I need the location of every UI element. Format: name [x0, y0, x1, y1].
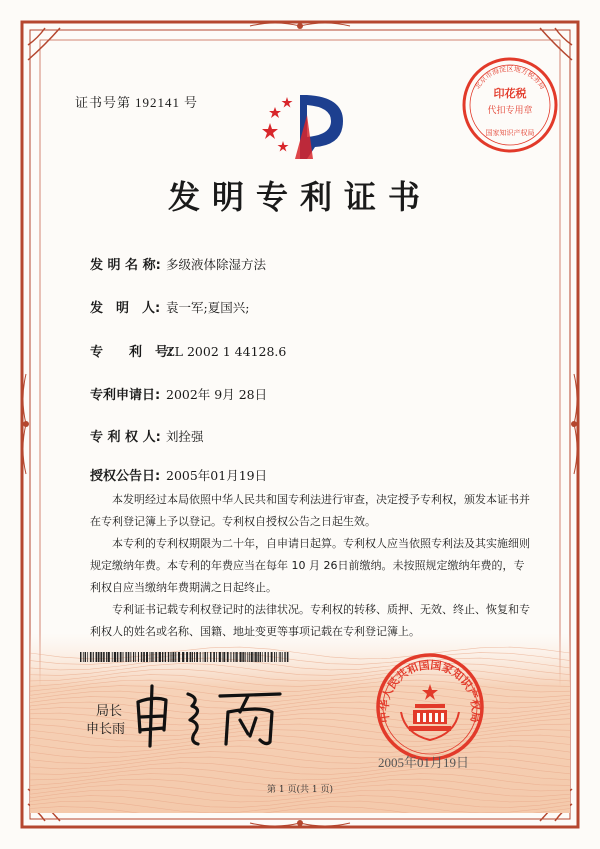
- body-paragraph: 本专利的专利权期限为二十年，自申请日起算。专利权人应当依照专利法及其实施细则规定缴纳年费。本专利的年费应当在每年 10 月 26日前缴纳。未按照规定缴纳年费的，专利权自应当缴纳年费期满之日起终止。: [90, 537, 530, 594]
- cnipa-seal: [375, 652, 485, 762]
- handwritten-signature: [130, 672, 290, 752]
- field-label: 发 明 人:: [90, 301, 161, 316]
- svg-text:北京市海淀区地方税务局: 北京市海淀区地方税务局: [473, 65, 547, 91]
- tax-seal: [460, 55, 560, 155]
- field-label: 专利申请日:: [90, 388, 161, 403]
- field-value: 刘拴强: [166, 429, 204, 444]
- certificate-number-prefix: 证书号第: [75, 96, 132, 111]
- seal-date: 2005年01月19日: [378, 755, 470, 770]
- field-grant-date: [90, 465, 267, 484]
- field-value: 袁一军;夏国兴;: [166, 300, 250, 315]
- certificate-number: [75, 92, 198, 111]
- field-value: 2005年01月19日: [166, 468, 268, 483]
- field-inventors: [90, 297, 249, 316]
- cnipa-logo-icon: [255, 85, 355, 165]
- field-label: 专 利 号:: [90, 345, 174, 360]
- body-paragraph: 本发明经过本局依照中华人民共和国专利法进行审查，决定授予专利权，颁发本证书并在专利登记簿上予以登记。专利权自授权公告之日起生效。: [90, 493, 530, 528]
- field-patent-number: [90, 341, 286, 360]
- field-value: 多级液体除湿方法: [166, 257, 267, 272]
- field-invention-name: [90, 254, 266, 273]
- field-value: 2002年 9月 28日: [166, 387, 268, 402]
- field-patentee: [90, 426, 204, 445]
- signer-role: 局长: [96, 704, 123, 719]
- barcode: [80, 652, 290, 662]
- field-label: 授权公告日:: [90, 469, 161, 484]
- svg-text:代扣专用章: 代扣专用章: [487, 106, 533, 116]
- field-value: ZL 2002 1 44128.6: [166, 344, 287, 359]
- certificate-body: [90, 489, 530, 643]
- certificate-title: 发明专利证书: [167, 178, 432, 216]
- svg-text:国家知识产权局: 国家知识产权局: [485, 129, 535, 137]
- field-label: 发 明 名 称:: [90, 258, 161, 273]
- body-paragraph: 专利证书记载专利权登记时的法律状况。专利权的转移、质押、无效、终止、恢复和专利权人的姓名或名称、国籍、地址变更等事项记载在专利登记簿上。: [90, 603, 530, 638]
- svg-text:中华人民共和国国家知识产权局: 中华人民共和国国家知识产权局: [377, 658, 483, 724]
- field-application-date: [90, 384, 267, 403]
- certificate-number-suffix: 号: [184, 96, 199, 111]
- field-label: 专 利 权 人:: [90, 430, 161, 445]
- page-number: 第 1 页(共 1 页): [267, 785, 333, 795]
- svg-text:印花税: 印花税: [493, 87, 527, 100]
- certificate-number-value: 192141: [135, 95, 181, 110]
- signer-name: 申长雨: [86, 722, 126, 737]
